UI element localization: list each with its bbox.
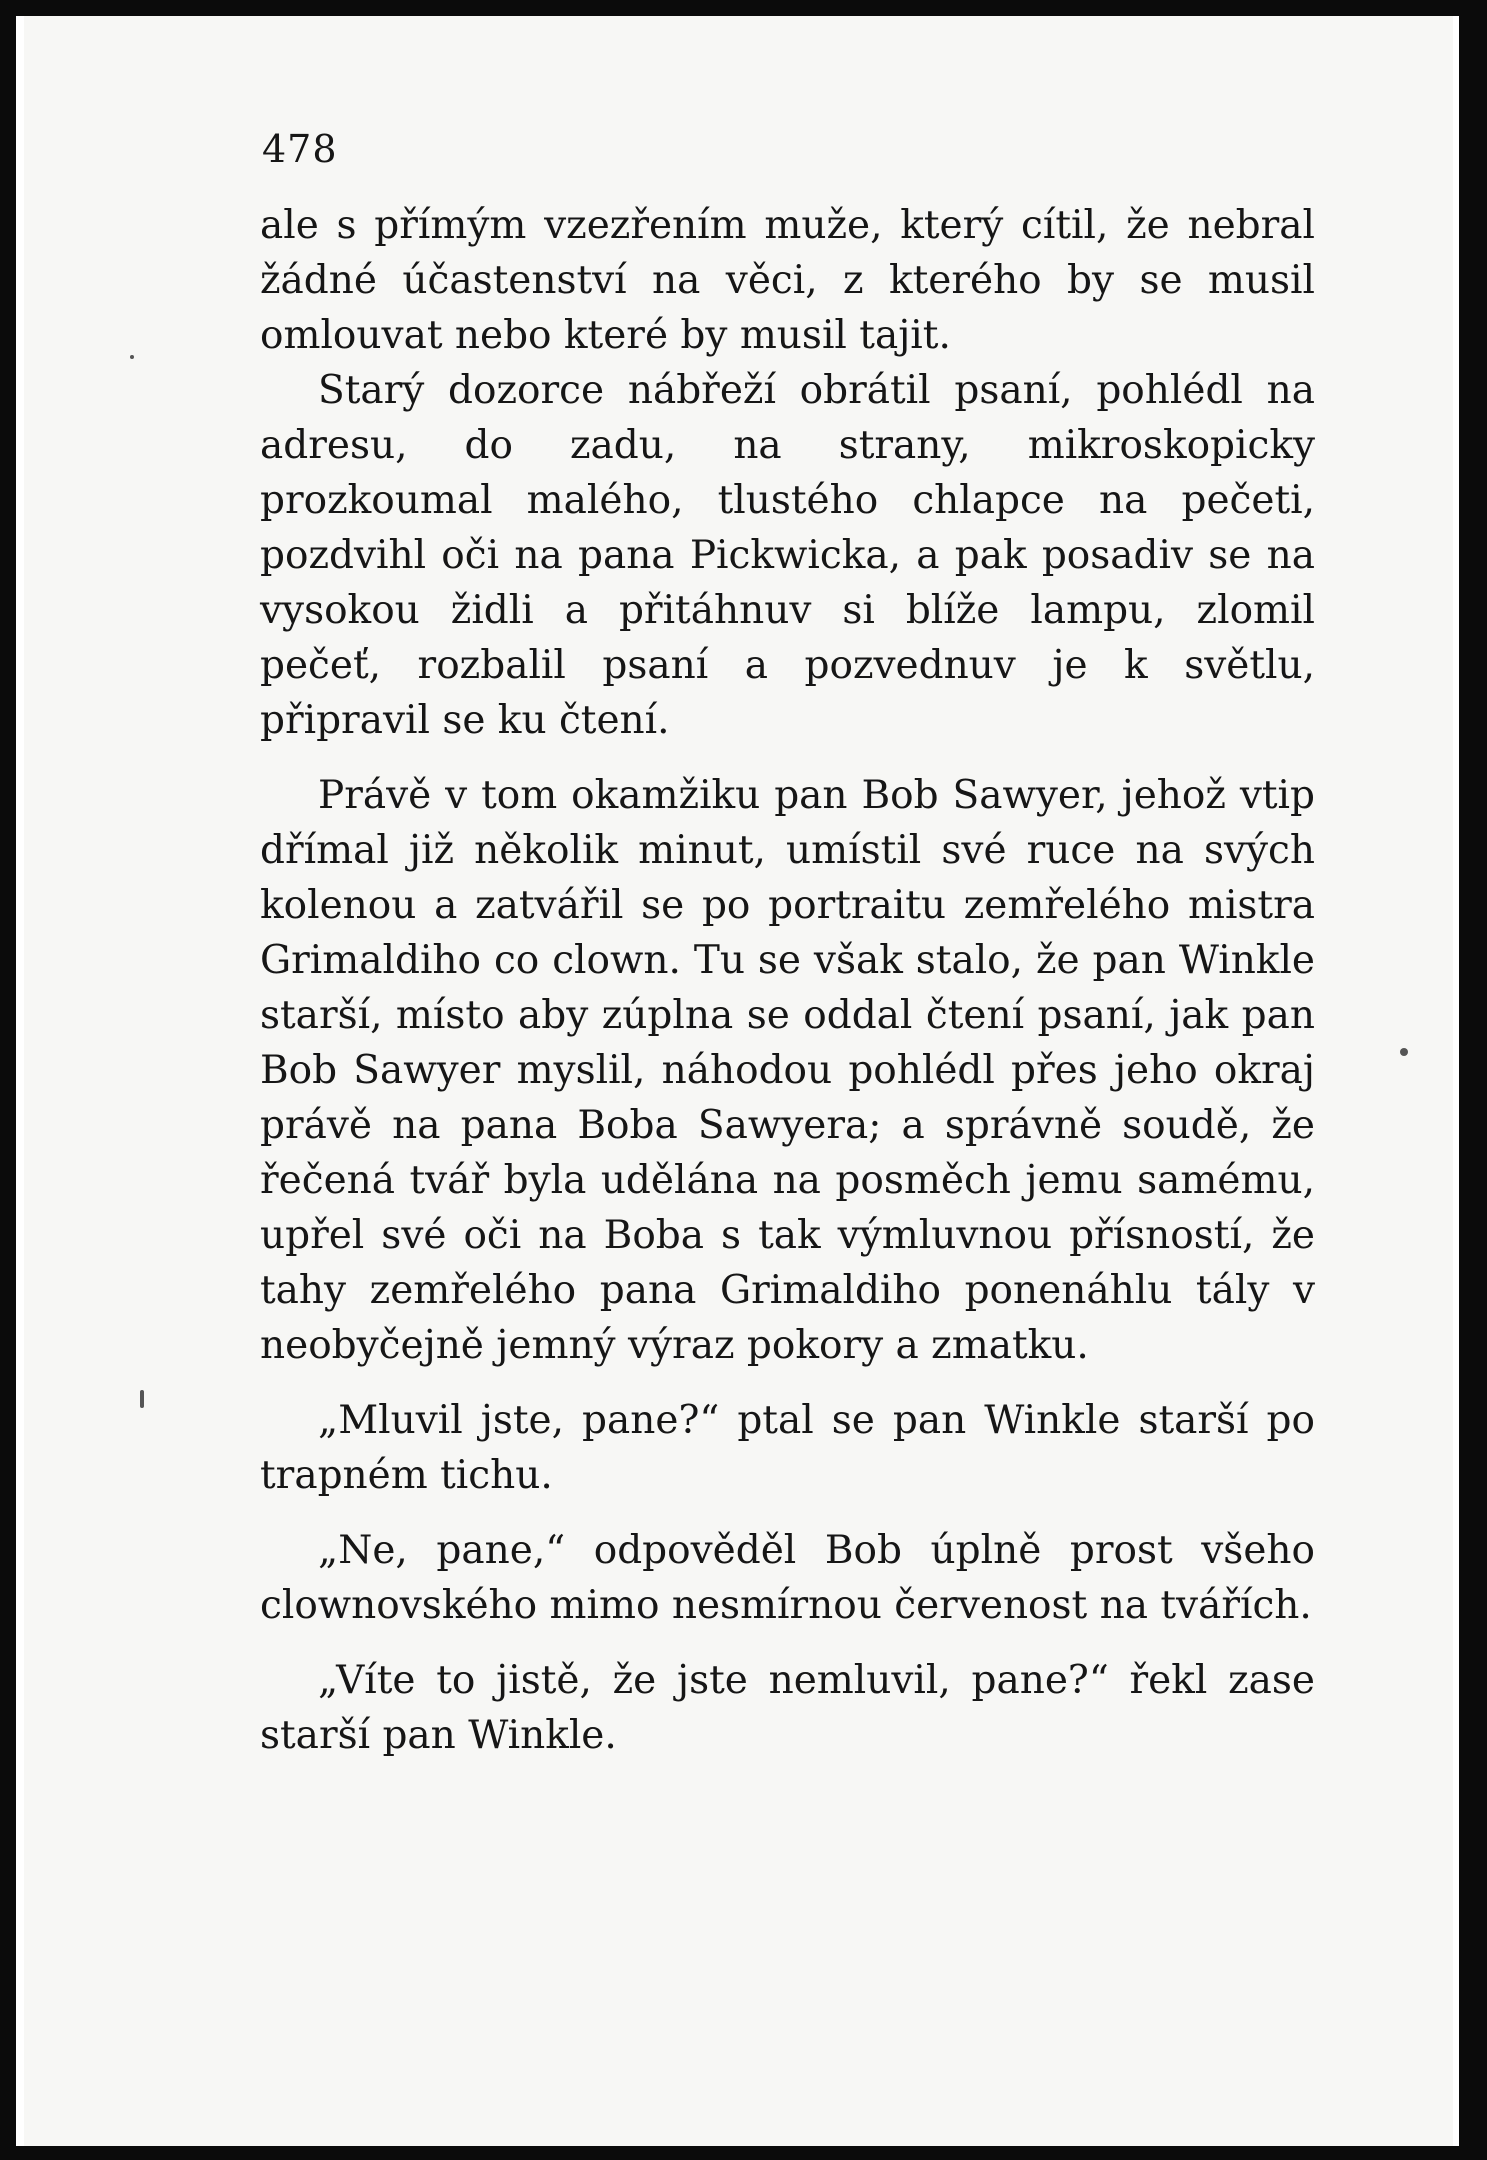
paragraph: „Mluvil jste, pane?“ ptal se pan Winkle starší po trapném tichu. <box>260 1398 1315 1498</box>
scan-left-border <box>0 0 16 2160</box>
scan-right-gap <box>1453 16 1459 2160</box>
book-page <box>260 127 1315 1763</box>
scan-speck <box>140 1390 144 1408</box>
paragraph: „Víte to jistě, že jste nemluvil, pane?“ řekl zase starší pan Winkle. <box>260 1658 1315 1758</box>
paragraph: „Ne, pane,“ odpověděl Bob úplně prost všeho clownovského mimo nesmírnou červenost na tvářích. <box>260 1528 1315 1628</box>
scan-top-border <box>0 0 1487 16</box>
paragraph: Starý dozorce nábřeží obrátil psaní, pohlédl na adresu, do zadu, na strany, mikroskopicky prozkoumal malého, tlustého chlapce na pečeti, pozdvihl oči na pana Pickwicka, a pak posadiv se na vysokou židli a přitáhnuv si blíže lampu, zlomil pečeť, rozbalil psaní a pozvednuv je k světlu, připravil se ku čtení. <box>260 368 1315 743</box>
paragraph: ale s přímým vzezřením muže, který cítil, že nebral žádné účastenství na věci, z kterého by se musil omlouvat nebo které by musil tajit. <box>260 203 1315 358</box>
paragraph: Právě v tom okamžiku pan Bob Sawyer, jehož vtip dřímal již několik minut, umístil své ruce na svých kolenou a zatvářil se po portraitu zemřelého mistra Grimaldiho co clown. Tu se však stalo, že pan Winkle starší, místo aby zúplna se oddal čtení psaní, jak pan Bob Sawyer myslil, náhodou pohlédl přes jeho okraj právě na pana Boba Sawyera; a správně soudě, že řečená tvář byla udělána na posměch jemu samému, upřel své oči na Boba s tak výmluvnou přísností, že tahy zemřelého pana Grimaldiho ponenáhlu tály v neobyčejně jemný výraz pokory a zmatku. <box>260 773 1315 1368</box>
scan-speck <box>130 355 134 359</box>
page-number: 478 <box>262 127 338 171</box>
scan-bottom-border <box>0 2146 1487 2160</box>
scan-speck <box>1400 1048 1408 1056</box>
scan-right-border <box>1459 0 1487 2160</box>
scan-left-gap <box>16 16 24 2146</box>
